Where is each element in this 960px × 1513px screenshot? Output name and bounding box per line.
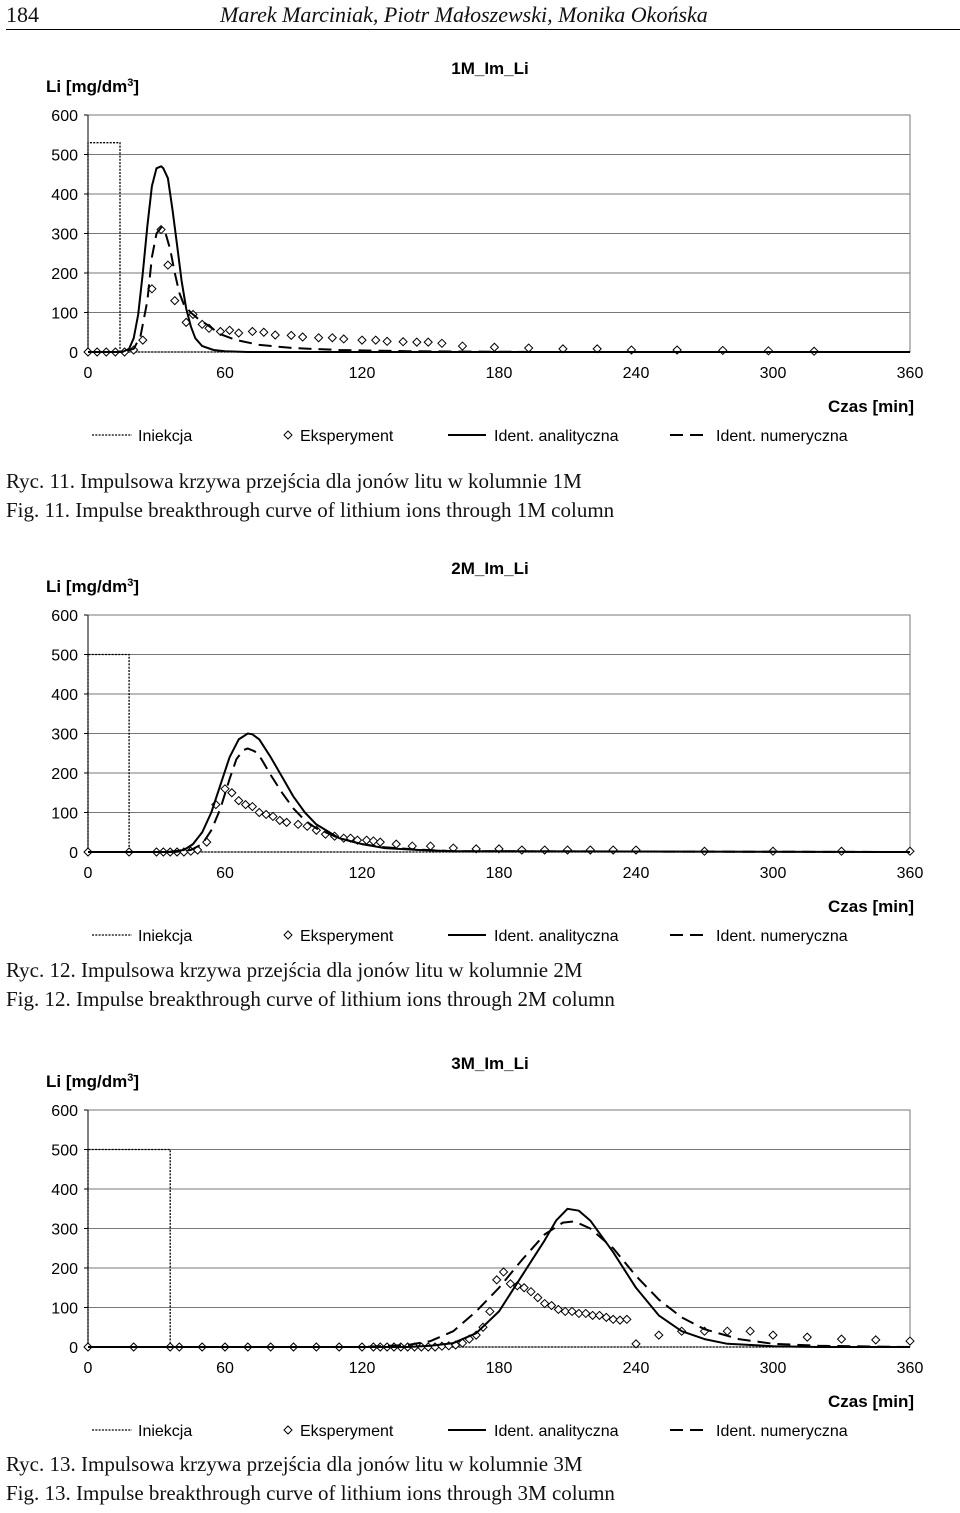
y-tick-label: 200 xyxy=(51,266,78,283)
chart-title: 3M_Im_Li xyxy=(451,1054,529,1073)
experiment-point xyxy=(486,1307,494,1315)
y-tick-label: 300 xyxy=(51,226,78,244)
experiment-point xyxy=(568,1307,576,1315)
x-tick-label: 180 xyxy=(485,365,513,382)
y-tick-label: 200 xyxy=(51,1261,78,1278)
x-tick-label: 360 xyxy=(896,1360,924,1377)
experiment-point xyxy=(500,1268,508,1276)
x-tick-label: 240 xyxy=(622,365,650,382)
x-tick-label: 0 xyxy=(83,865,93,882)
legend-label: Ident. analityczna xyxy=(494,928,619,945)
chart-svg xyxy=(0,1035,960,1465)
experiment-point xyxy=(260,328,268,336)
injection-series-line xyxy=(88,1150,910,1348)
experiment-point xyxy=(548,1302,556,1310)
experiment-point xyxy=(602,1313,610,1321)
x-tick-label: 0 xyxy=(83,1360,93,1377)
numerical-series-line xyxy=(88,228,910,352)
y-axis-label: Li $[mg/dm^3]$ xyxy=(46,577,140,596)
experiment-point xyxy=(582,1309,590,1317)
experiment-point xyxy=(235,797,243,805)
x-axis-label: Czas [min] xyxy=(828,397,914,416)
y-tick-label: 0 xyxy=(69,845,78,862)
figure-12-caption-pl: Ryc. 12. Impulsowa krzywa przejścia dla jonów litu w kolumnie 2M xyxy=(6,958,583,982)
numerical-series-line xyxy=(88,749,910,853)
experiment-point xyxy=(328,334,336,342)
chart-title: 2M_Im_Li xyxy=(451,559,529,578)
experiment-point xyxy=(228,789,236,797)
x-tick-label: 300 xyxy=(759,1360,787,1377)
y-tick-label: 300 xyxy=(51,1221,78,1239)
experiment-point xyxy=(506,1280,514,1288)
y-tick-label: 400 xyxy=(51,1182,78,1199)
experiment-point xyxy=(427,842,435,850)
y-axis-label: Li $[mg/dm^3]$ xyxy=(46,1072,140,1091)
legend-swatch-experiment xyxy=(284,1426,292,1434)
y-tick-label: 100 xyxy=(51,805,78,823)
legend-label: Iniekcja xyxy=(138,928,193,945)
page-header xyxy=(0,0,960,30)
legend-swatch-experiment xyxy=(284,431,292,439)
x-tick-label: 60 xyxy=(216,365,234,382)
y-tick-label: 400 xyxy=(51,687,78,704)
legend-label: Ident. numeryczna xyxy=(716,428,848,445)
x-axis-label: Czas [min] xyxy=(828,1392,914,1411)
experiment-point xyxy=(340,335,348,343)
experiment-point xyxy=(235,329,243,337)
experiment-point xyxy=(248,327,256,335)
y-axis-label: Li $[mg/dm^3]$ xyxy=(46,77,140,96)
y-tick-label: 500 xyxy=(51,1142,78,1160)
experiment-point xyxy=(803,1333,811,1341)
experiment-point xyxy=(623,1315,631,1323)
experiment-point xyxy=(358,336,366,344)
experiment-point xyxy=(315,334,323,342)
experiment-point xyxy=(838,1335,846,1343)
experiment-point xyxy=(276,816,284,824)
figure-12-caption-en: Fig. 12. Impulse breakthrough curve of lithium ions through 2M column xyxy=(6,987,615,1011)
experiment-point xyxy=(541,1300,549,1308)
experiment-point xyxy=(520,1284,528,1292)
experiment-point xyxy=(413,338,421,346)
chart-title: 1M_Im_Li xyxy=(451,59,529,78)
figure-13-chart xyxy=(0,1035,960,1485)
experiment-point xyxy=(632,846,640,854)
figure-11-caption-pl: Ryc. 11. Impulsowa krzywa przejścia dla jonów litu w kolumnie 1M xyxy=(6,469,582,493)
experiment-point xyxy=(616,1316,624,1324)
y-tick-label: 600 xyxy=(51,1103,78,1120)
experiment-point xyxy=(242,801,250,809)
legend-label: Iniekcja xyxy=(138,428,193,445)
experiment-point xyxy=(283,818,291,826)
numerical-series-line xyxy=(88,1221,910,1347)
experiment-point xyxy=(527,1288,535,1296)
x-tick-label: 60 xyxy=(216,1360,234,1377)
page-number: 184 xyxy=(6,2,39,27)
x-tick-label: 180 xyxy=(485,865,513,882)
legend-label: Eksperyment xyxy=(300,928,394,945)
authors-line: Marek Marciniak, Piotr Małoszewski, Monika Okońska xyxy=(220,2,708,27)
experiment-point xyxy=(255,809,263,817)
experiment-point xyxy=(164,261,172,269)
experiment-point xyxy=(248,803,256,811)
experiment-point xyxy=(493,1276,501,1284)
legend-label: Eksperyment xyxy=(300,1423,394,1440)
experiment-point xyxy=(564,846,572,854)
experiment-point xyxy=(764,347,772,355)
experiment-point xyxy=(203,838,211,846)
experiment-point xyxy=(226,326,234,334)
experiment-point xyxy=(262,810,270,818)
x-tick-label: 360 xyxy=(896,365,924,382)
experiment-point xyxy=(534,1294,542,1302)
x-tick-label: 300 xyxy=(759,365,787,382)
experiment-point xyxy=(271,331,279,339)
y-tick-label: 200 xyxy=(51,766,78,783)
experiment-point xyxy=(372,336,380,344)
experiment-point xyxy=(609,1315,617,1323)
experiment-point xyxy=(554,1305,562,1313)
experiment-point xyxy=(586,846,594,854)
legend-swatch-experiment xyxy=(284,931,292,939)
x-tick-label: 0 xyxy=(83,365,93,382)
figure-13-caption-en: Fig. 13. Impulse breakthrough curve of lithium ions through 3M column xyxy=(6,1481,615,1505)
header-rule xyxy=(6,29,960,30)
x-tick-label: 180 xyxy=(485,1360,513,1377)
y-tick-label: 0 xyxy=(69,1340,78,1357)
experiment-point xyxy=(438,339,446,347)
experiment-point xyxy=(525,344,533,352)
y-tick-label: 100 xyxy=(51,1300,78,1318)
experiment-point xyxy=(719,346,727,354)
experiment-point xyxy=(906,1337,914,1345)
injection-series-line xyxy=(88,143,910,352)
experiment-point xyxy=(458,342,466,350)
experiment-point xyxy=(287,331,295,339)
legend-label: Ident. numeryczna xyxy=(716,928,848,945)
experiment-point xyxy=(383,337,391,345)
figure-11-chart xyxy=(0,40,960,490)
x-tick-label: 240 xyxy=(622,865,650,882)
x-tick-label: 300 xyxy=(759,865,787,882)
y-tick-label: 600 xyxy=(51,608,78,625)
experiment-point xyxy=(655,1331,663,1339)
figure-12-chart xyxy=(0,540,960,990)
y-tick-label: 100 xyxy=(51,305,78,323)
y-tick-label: 600 xyxy=(51,108,78,125)
experiment-point xyxy=(369,837,377,845)
figure-13-caption-pl: Ryc. 13. Impulsowa krzywa przejścia dla jonów litu w kolumnie 3M xyxy=(6,1452,583,1476)
experiment-point xyxy=(221,785,229,793)
y-tick-label: 0 xyxy=(69,345,78,362)
experiment-point xyxy=(595,1311,603,1319)
y-tick-label: 400 xyxy=(51,187,78,204)
experiment-point xyxy=(363,836,371,844)
y-tick-label: 500 xyxy=(51,147,78,165)
legend-label: Iniekcja xyxy=(138,1423,193,1440)
experiment-point xyxy=(294,820,302,828)
legend-label: Eksperyment xyxy=(300,428,394,445)
experiment-point xyxy=(541,846,549,854)
experiment-point xyxy=(518,846,526,854)
x-tick-label: 120 xyxy=(348,865,376,882)
experiment-point xyxy=(609,846,617,854)
y-tick-label: 300 xyxy=(51,726,78,744)
experiment-point xyxy=(376,838,384,846)
x-tick-label: 120 xyxy=(348,365,376,382)
experiment-point xyxy=(769,1331,777,1339)
legend-label: Ident. analityczna xyxy=(494,1423,619,1440)
chart-svg xyxy=(0,540,960,970)
legend-label: Ident. analityczna xyxy=(494,428,619,445)
x-tick-label: 120 xyxy=(348,1360,376,1377)
x-tick-label: 60 xyxy=(216,865,234,882)
chart-svg xyxy=(0,40,960,470)
x-tick-label: 240 xyxy=(622,1360,650,1377)
legend-label: Ident. numeryczna xyxy=(716,1423,848,1440)
x-tick-label: 360 xyxy=(896,865,924,882)
experiment-point xyxy=(299,333,307,341)
experiment-point xyxy=(872,1336,880,1344)
figure-11-caption-en: Fig. 11. Impulse breakthrough curve of lithium ions through 1M column xyxy=(6,498,615,522)
experiment-point xyxy=(171,297,179,305)
x-axis-label: Czas [min] xyxy=(828,897,914,916)
y-tick-label: 500 xyxy=(51,647,78,665)
experiment-point xyxy=(746,1327,754,1335)
experiment-point xyxy=(139,336,147,344)
experiment-point xyxy=(399,338,407,346)
experiment-point xyxy=(269,812,277,820)
analytical-series-line xyxy=(88,734,910,853)
experiment-point xyxy=(490,343,498,351)
injection-series-line xyxy=(88,655,910,853)
experiment-point xyxy=(424,338,432,346)
